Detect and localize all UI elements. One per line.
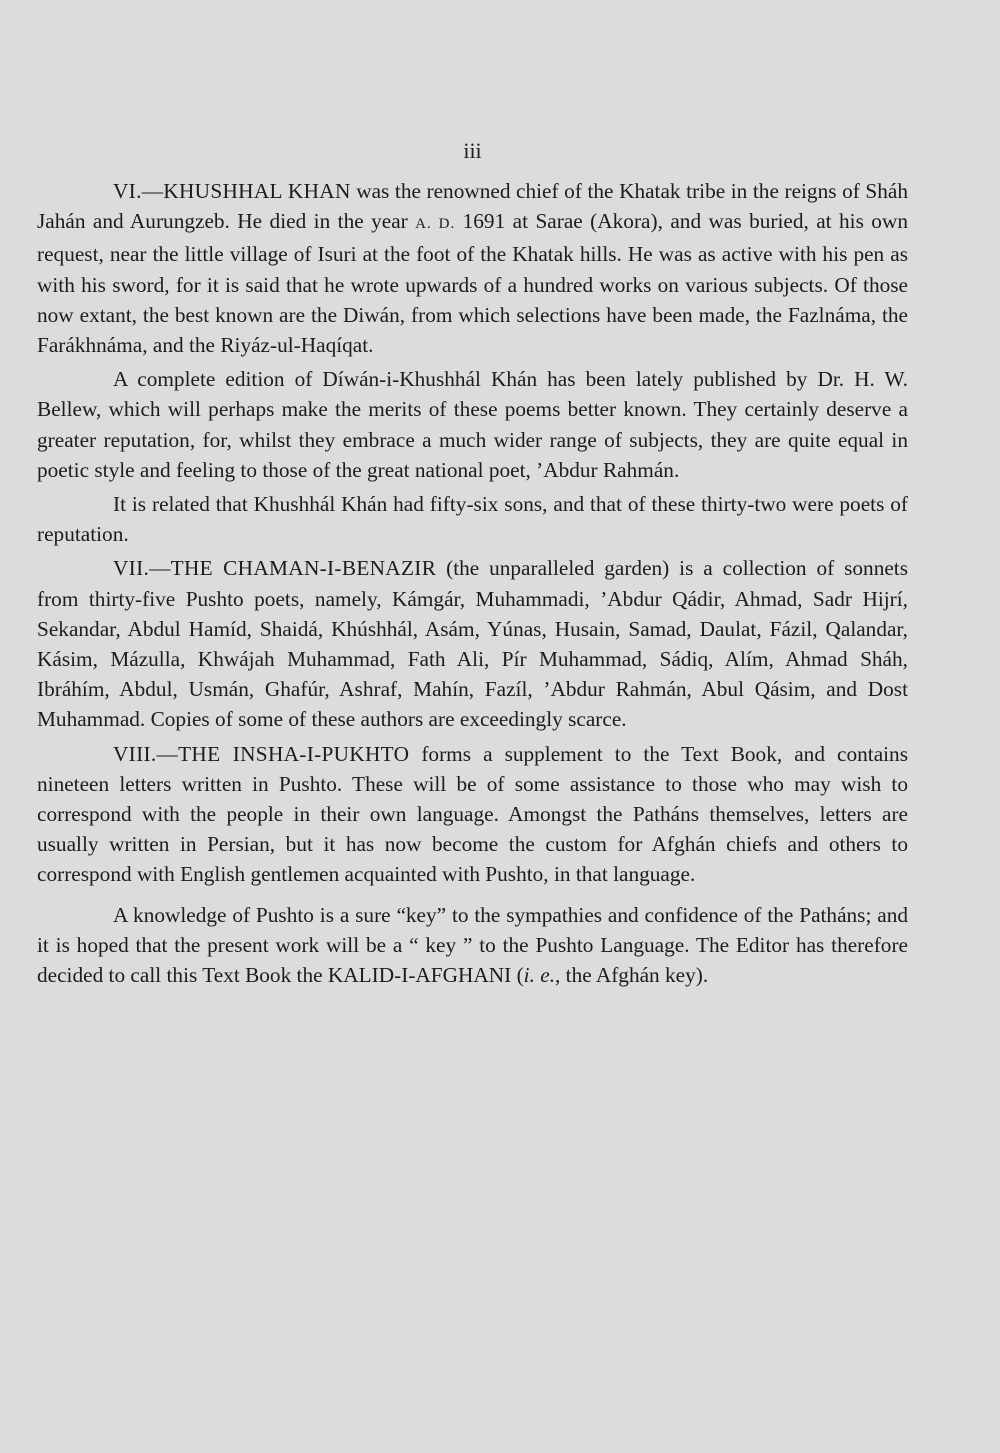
section-eight-text: forms a supplement to the Text Book, and contains nineteen letters written in Pushto. These will be of some assistance to those who may wish to correspond with the people in their own language. Amongst the Patháns themselves, letters are usually written in Persian, but it has now become the custom for Afghán chiefs and others to correspond with English gentlemen acquainted with Pushto, in that language.	[37, 741, 908, 887]
section-seven-heading: VII.—THE CHAMAN-I-BENAZIR	[113, 556, 437, 581]
key-paragraph-text-end: , the Afghán key).	[555, 963, 709, 988]
key-paragraph-paren: (	[511, 963, 524, 988]
section-eight-paragraph	[37, 739, 908, 890]
section-seven-paragraph	[37, 553, 908, 734]
section-seven-text: (the unparalleled garden) is a collection of sonnets from thirty-five Pushto poets, namely, Kámgár, Muhammadi, ’Abdur Qádir, Ahmad, Sadr Hijrí, Sekandar, Abdul Hamíd, Shaidá, Khúshhál, Asám, Yúnas, Husain, Samad, Daulat, Fázil, Qalandar, Kásim, Mázulla, Khwájah Muhammad, Fath Ali, Pír Muhammad, Sádiq, Alím, Ahmad Sháh, Ibráhím, Abdul, Usmán, Ghafúr, Ashraf, Mahín, Fazíl, ’Abdur Rahmán, Abul Qásim, and Dost Muhammad. Copies of some of these authors are exceedingly scarce.	[37, 556, 909, 732]
id-est-abbreviation: i. e.	[523, 963, 556, 988]
section-six-text-start: was the renowned chief of the Khatak tribe in the reigns of Sháh Jahán and Aurungzeb. He died in the year	[37, 179, 908, 234]
key-paragraph	[37, 900, 908, 991]
era-abbreviation: A. D.	[415, 216, 456, 233]
page-number: iii	[463, 138, 482, 163]
section-six-heading: VI.—KHUSHHAL KHAN	[113, 179, 351, 203]
section-six-paragraph	[37, 176, 908, 360]
sons-paragraph: It is related that Khushhál Khán had fifty-six sons, and that of these thirty-two were poets of reputation.	[37, 492, 908, 547]
complete-edition-paragraph: A complete edition of Díwán-i-Khushhál Khán has been lately published by Dr. H. W. Bellew, which will perhaps make the merits of these poems better known. They certainly deserve a greater reputation, for, whilst they embrace a much wider range of subjects, they are quite equal in poetic style and feeling to those of the great national poet, ’Abdur Rahmán.	[37, 367, 908, 482]
key-paragraph-text-start: A knowledge of Pushto is a sure “key” to the sympathies and confidence of the Patháns; and it is hoped that the present work will be a “ key ” to the Pushto Language. The Editor has therefore decided to call this Text Book the	[37, 902, 908, 988]
section-eight-heading: VIII.—THE INSHA-I-PUKHTO	[113, 741, 410, 766]
book-title: KALID-I-AFGHANI	[327, 963, 512, 988]
section-six-text-end: 1691 at Sarae (Akora), and was buried, at his own request, near the little village of Isuri at the foot of the Khatak hills. He was as active with his pen as with his sword, for it is said that he wrote upwards of a hundred works on various subjects. Of those now extant, the best known are the Diwán, from which selections have been made, the Fazlnáma, the Farákhnáma, and the Riyáz-ul-Haqíqat.	[37, 209, 908, 358]
